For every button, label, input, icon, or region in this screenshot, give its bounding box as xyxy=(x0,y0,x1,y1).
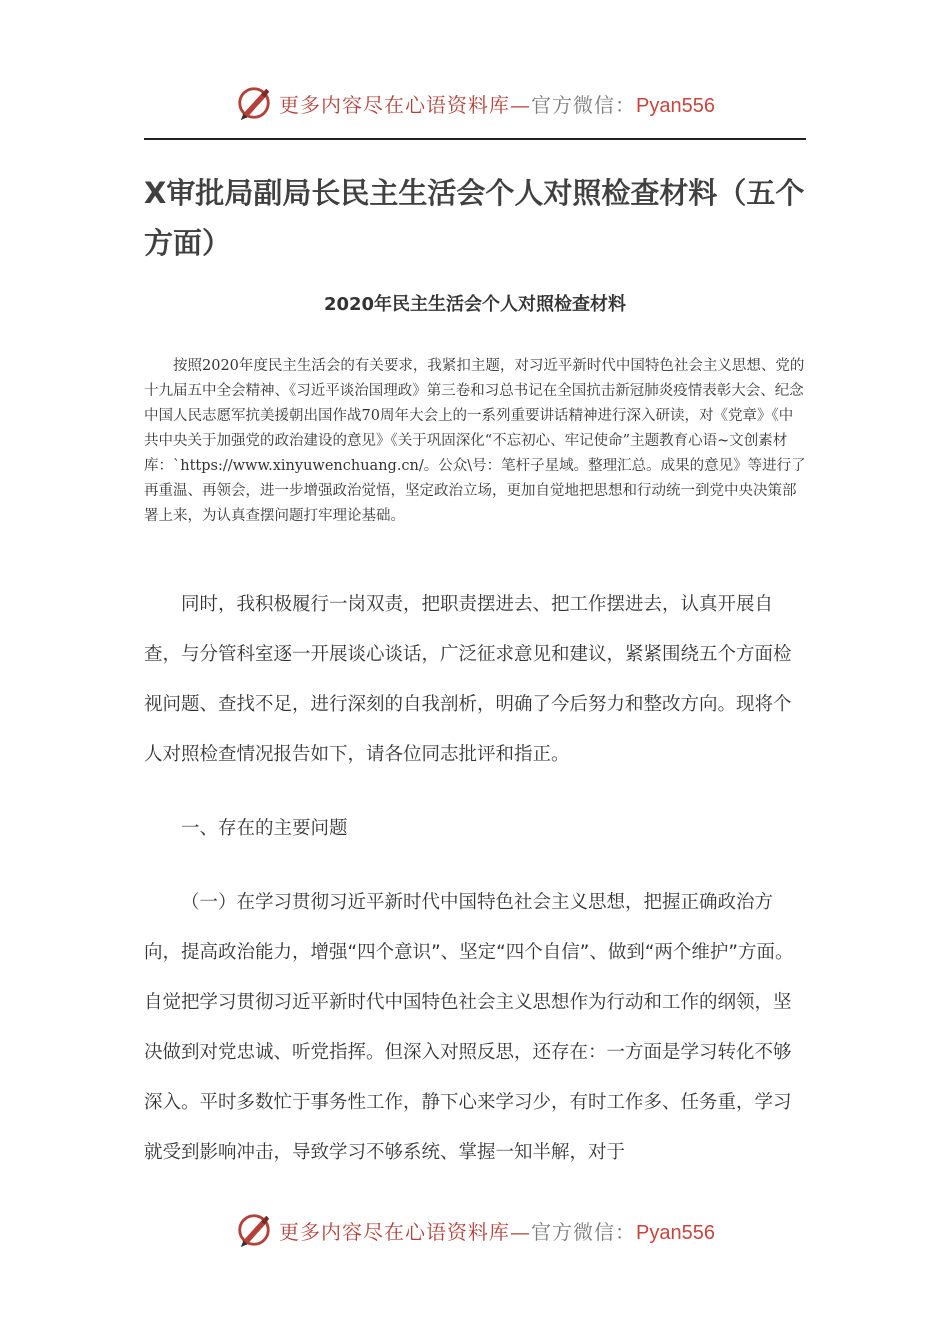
body-paragraph-2: （一）在学习贯彻习近平新时代中国特色社会主义思想，把握正确政治方向，提高政治能力，增强“四个意识”、坚定“四个自信”、做到“两个维护”方面。自觉把学习贯彻习近平新时代中国特色社会主义思想作为行动和工作的纲领，坚决做到对党忠诚、听党指挥。但深入对照反思，还存在：一方面是学习转化不够深入。平时多数忙于事务性工作，静下心来学习少，有时工作多、任务重，学习就受到影响冲击，导致学习不够系统、掌握一知半解，对于 xyxy=(144,892,794,1163)
body-paragraph-1: 同时，我积极履行一岗双责，把职责摆进去、把工作摆进去，认真开展自查，与分管科室逐一开展谈心谈话，广泛征求意见和建议，紧紧围绕五个方面检视问题、查找不足，进行深刻的自我剖析，明确了今后努力和整改方向。现将个人对照检查情况报告如下，请各位同志批评和指正。 xyxy=(144,594,792,765)
footer-banner xyxy=(0,1207,950,1253)
section-heading-1: 一、存在的主要问题 xyxy=(181,818,348,839)
pen-logo-icon xyxy=(235,1211,273,1249)
banner-slogan: 更多内容尽在心语资料库 xyxy=(279,92,511,117)
wechat-id: Pyan556 xyxy=(636,94,715,117)
banner-text xyxy=(279,89,715,118)
banner-slogan: 更多内容尽在心语资料库 xyxy=(279,1219,511,1244)
header-divider xyxy=(144,138,806,140)
document-subtitle: 2020年民主生活会个人对照检查材料 xyxy=(323,294,627,315)
banner-text xyxy=(279,1216,715,1245)
intro-paragraph: 按照2020年度民主生活会的有关要求，我紧扣主题，对习近平新时代中国特色社会主义思想、党的十九届五中全会精神、《习近平谈治国理政》第三卷和习总书记在全国抗击新冠肺炎疫情表彰大会、纪念中国人民志愿军抗美援朝出国作战70周年大会上的一系列重要讲话精神进行深入研读，对《党章》《中共中央关于加强党的政治建设的意见》《关于巩固深化“不忘初心、牢记使命”主题教育心语~文创素材库：`https://www.xinyuwenchuang.cn/。公众\号：笔杆子星域。整理汇总。成果的意见》等进行了再重温、再领会，进一步增强政治觉悟，坚定政治立场，更加自觉地把思想和行动统一到党中央决策部署上来，为认真查摆问题打牢理论基础。 xyxy=(144,358,806,524)
wechat-label: 官方微信： xyxy=(531,1219,637,1244)
header-banner xyxy=(0,80,950,126)
wechat-label: 官方微信： xyxy=(531,92,637,117)
banner-separator: — xyxy=(510,1219,532,1244)
pen-logo-icon xyxy=(235,84,273,122)
banner-separator: — xyxy=(510,92,532,117)
wechat-id: Pyan556 xyxy=(636,1221,715,1244)
document-title: X审批局副局长民主生活会个人对照检查材料（五个方面） xyxy=(144,176,805,260)
